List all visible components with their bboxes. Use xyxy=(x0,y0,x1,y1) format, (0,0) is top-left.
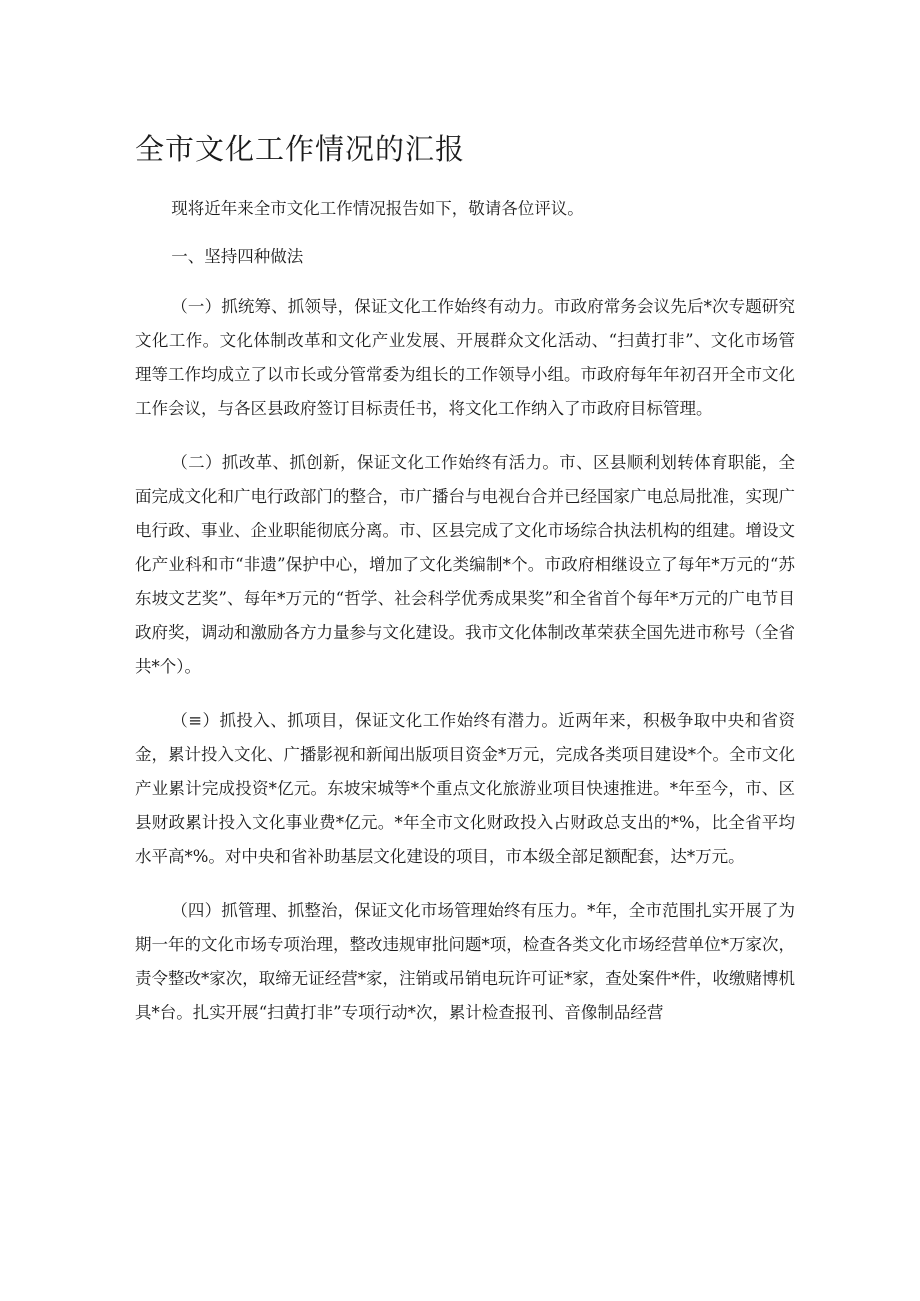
paragraph-4: （四）抓管理、抓整治，保证文化市场管理始终有压力。*年，全市范围扎实开展了为期一年的文化市场专项治理，整改违规审批问题*项，检查各类文化市场经营单位*万家次，责令整改*家次，取缔无证经营*家，注销或吊销电玩许可证*家，查处案件*件，收缴赌博机具*台。扎实开展“扫黄打非”专项行动*次，累计检查报刊、音像制品经营 xyxy=(135,901,795,1022)
paragraph-2: （二）抓改革、抓创新，保证文化工作始终有活力。市、区县顺利划转体育职能，全面完成文化和广电行政部门的整合，市广播台与电视台合并已经国家广电总局批准，实现广电行政、事业、企业职能彻底分离。市、区县完成了文化市场综合执法机构的组建。增设文化产业科和市“非遗”保护中心，增加了文化类编制*个。市政府相继设立了每年*万元的“苏东坡文艺奖”、每年*万元的“哲学、社会科学优秀成果奖”和全省首个每年*万元的广电节目政府奖，调动和激励各方力量参与文化建设。我市文化体制改革荣获全国先进市称号（全省共*个）。 xyxy=(135,453,795,676)
intro-paragraph: 现将近年来全市文化工作情况报告如下，敬请各位评议。 xyxy=(171,199,584,218)
document-title: 全市文化工作情况的汇报 xyxy=(135,132,466,166)
section-heading-1: 一、坚持四种做法 xyxy=(171,247,304,266)
paragraph-3: （≡）抓投入、抓项目，保证文化工作始终有潜力。近两年来，积极争取中央和省资金，累计投入文化、广播影视和新闻出版项目资金*万元，完成各类项目建设*个。全市文化产业累计完成投资*亿元。东坡宋城等*个重点文化旅游业项目快速推进。*年至今，市、区县财政累计投入文化事业费*亿元。*年全市文化财政投入占财政总支出的*%，比全省平均水平高*%。对中央和省补助基层文化建设的项目，市本级全部足额配套，达*万元。 xyxy=(135,711,795,866)
paragraph-1: （一）抓统筹、抓领导，保证文化工作始终有动力。市政府常务会议先后*次专题研究文化工作。文化体制改革和文化产业发展、开展群众文化活动、“扫黄打非”、文化市场管理等工作均成立了以市长或分管常委为组长的工作领导小组。市政府每年年初召开全市文化工作会议，与各区县政府签订目标责任书，将文化工作纳入了市政府目标管理。 xyxy=(135,297,795,418)
document-body xyxy=(135,192,795,1030)
